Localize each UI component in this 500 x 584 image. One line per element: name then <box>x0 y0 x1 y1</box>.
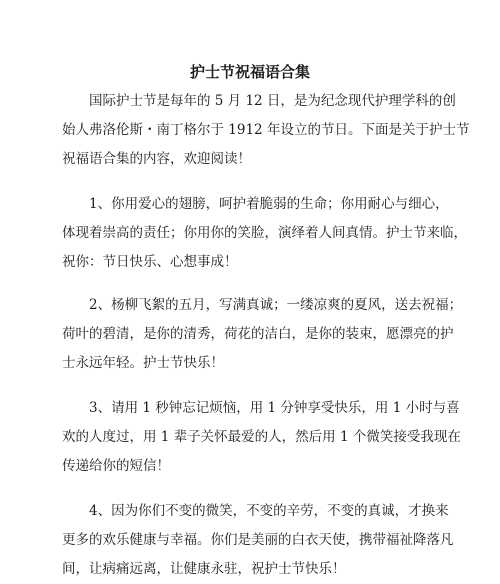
paragraph-line: 体现着崇高的责任；你用你的笑脸，演绎着人间真情。护士节来临， <box>62 225 467 241</box>
paragraph-line: 士永远年轻。护士节快乐！ <box>62 355 224 371</box>
paragraph-line: 祝福语合集的内容，欢迎阅读！ <box>62 151 251 167</box>
paragraph-line: 祝你：节日快乐、心想事成！ <box>62 254 238 270</box>
document-title: 护士节祝福语合集 <box>189 63 310 81</box>
paragraph-wish-3 <box>62 394 461 481</box>
paragraph-wish-4 <box>62 497 454 584</box>
paragraph-line: 欢的人度过，用 1 辈子关怀最爱的人，然后用 1 个微笑接受我现在 <box>62 429 461 445</box>
paragraph-wish-1 <box>62 190 467 277</box>
paragraph-wish-2 <box>62 291 463 378</box>
paragraph-line: 更多的欢乐健康与幸福。你们是美丽的白衣天使，携带福祉降落凡 <box>62 532 454 548</box>
paragraph-intro <box>62 87 470 174</box>
paragraph-line: 2、杨柳飞絮的五月，写满真诚；一缕凉爽的夏风，送去祝福； <box>62 297 463 313</box>
paragraph-line: 4、因为你们不变的微笑，不变的辛劳，不变的真诚，才换来 <box>62 503 449 519</box>
paragraph-line: 1、你用爱心的翅膀，呵护着脆弱的生命；你用耐心与细心， <box>62 196 449 212</box>
paragraph-line: 国际护士节是每年的 5 月 12 日，是为纪念现代护理学科的创 <box>62 93 456 109</box>
paragraph-line: 传递给你的短信！ <box>62 458 170 474</box>
paragraph-line: 荷叶的碧清，是你的清秀，荷花的洁白，是你的装束，愿漂亮的护 <box>62 326 454 342</box>
paragraph-line: 始人弗洛伦斯・南丁格尔于 1912 年设立的节日。下面是关于护士节 <box>62 122 470 138</box>
paragraph-line: 间，让病痛远离，让健康永驻，祝护士节快乐！ <box>62 561 346 577</box>
paragraph-line: 3、请用 1 秒钟忘记烦恼，用 1 分钟享受快乐，用 1 小时与喜 <box>62 400 460 416</box>
